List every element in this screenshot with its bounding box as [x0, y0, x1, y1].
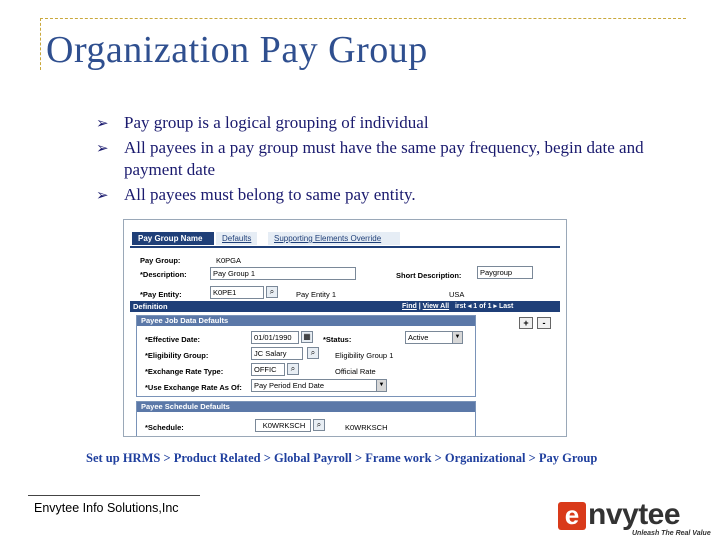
bullet-list: [96, 112, 696, 209]
schedule-header: Payee Schedule Defaults: [137, 402, 475, 412]
use-exchange-rate-select[interactable]: Pay Period End Date ▼: [251, 379, 387, 392]
left-accent-line: [40, 18, 41, 70]
tab-underline: [130, 246, 560, 248]
logo-mark: e: [558, 502, 586, 530]
navigation-breadcrumb: Set up HRMS > Product Related > Global Payroll > Frame work > Organizational > Pay Group: [86, 451, 598, 465]
exchange-rate-type-input[interactable]: OFFIC: [251, 363, 285, 376]
pay-entity-label: *Pay Entity:: [140, 290, 182, 299]
status-select[interactable]: Active ▼: [405, 331, 463, 344]
company-name: Envytee Info Solutions,Inc: [34, 501, 179, 515]
job-data-header: Payee Job Data Defaults: [137, 316, 475, 326]
bullet-item: ➢ All payees must belong to same pay entity.: [96, 184, 696, 206]
logo-tagline: Unleash The Real Value: [632, 530, 711, 537]
job-data-section: [136, 315, 476, 397]
remove-row-button[interactable]: -: [537, 317, 551, 329]
pay-group-panel-screenshot: [123, 219, 567, 437]
tab-supporting-elements-override[interactable]: Supporting Elements Override: [268, 232, 400, 245]
add-row-button[interactable]: +: [519, 317, 533, 329]
find-link[interactable]: Find: [402, 303, 417, 310]
row-count: 1 of 1: [473, 303, 492, 310]
pay-entity-input[interactable]: K0PE1: [210, 286, 264, 299]
envytee-logo: [558, 498, 711, 540]
calendar-icon[interactable]: ▦: [301, 331, 313, 343]
arrow-bullet-icon: ➢: [96, 188, 109, 204]
first-link[interactable]: irst: [454, 303, 466, 310]
pay-entity-description: Pay Entity 1: [296, 290, 337, 299]
status-label: *Status:: [323, 335, 352, 344]
exchange-rate-type-label: *Exchange Rate Type:: [145, 367, 224, 376]
schedule-description: K0WRKSCH: [345, 423, 388, 432]
tab-defaults[interactable]: Defaults: [216, 232, 257, 245]
effective-date-label: *Effective Date:: [145, 335, 201, 344]
bullet-item: ➢ Pay group is a logical grouping of individual: [96, 112, 696, 134]
exchange-rate-description: Official Rate: [335, 367, 376, 376]
effective-date-input[interactable]: 01/01/1990: [251, 331, 299, 344]
slide-title: Organization Pay Group: [46, 29, 428, 71]
footer-divider-line: [28, 495, 200, 496]
definition-nav: Find | View All irst ◂ 1 of 1 ▸ Last: [402, 303, 514, 310]
arrow-bullet-icon: ➢: [96, 116, 109, 132]
next-arrow-icon[interactable]: ▸: [493, 303, 498, 310]
eligibility-group-description: Eligibility Group 1: [335, 351, 394, 360]
schedule-input[interactable]: K0WRKSCH: [255, 419, 311, 432]
short-description-label: Short Description:: [396, 271, 462, 280]
use-exchange-rate-label: *Use Exchange Rate As Of:: [145, 383, 242, 392]
schedule-lookup-icon[interactable]: ⌕: [313, 419, 325, 431]
tab-pay-group-name[interactable]: Pay Group Name: [132, 232, 214, 245]
top-divider-line: [40, 18, 686, 19]
short-description-input[interactable]: Paygroup: [477, 266, 533, 279]
view-all-link[interactable]: View All: [422, 303, 450, 310]
prev-arrow-icon[interactable]: ◂: [467, 303, 472, 310]
last-link[interactable]: Last: [499, 303, 514, 310]
eligibility-group-label: *Eligibility Group:: [145, 351, 209, 360]
definition-header: Definition Find | View All irst ◂ 1 of 1 ▸ Last: [130, 301, 560, 312]
eligibility-group-input[interactable]: JC Salary: [251, 347, 303, 360]
pay-entity-lookup-icon[interactable]: ⌕: [266, 286, 278, 298]
schedule-section: [136, 401, 476, 437]
chevron-down-icon: ▼: [376, 380, 386, 391]
description-label: *Description:: [140, 270, 187, 279]
logo-word: nvytee: [588, 498, 681, 531]
pay-group-value: K0PGA: [216, 256, 242, 265]
description-input[interactable]: Pay Group 1: [210, 267, 356, 280]
bullet-item: ➢ All payees in a pay group must have the same pay frequency, begin date and payment date: [96, 138, 644, 179]
pay-entity-country: USA: [449, 290, 465, 299]
schedule-label: *Schedule:: [145, 423, 184, 432]
eligibility-lookup-icon[interactable]: ⌕: [307, 347, 319, 359]
exchange-rate-lookup-icon[interactable]: ⌕: [287, 363, 299, 375]
pay-group-label: Pay Group:: [140, 256, 181, 265]
chevron-down-icon: ▼: [452, 332, 462, 343]
arrow-bullet-icon: ➢: [96, 141, 109, 157]
